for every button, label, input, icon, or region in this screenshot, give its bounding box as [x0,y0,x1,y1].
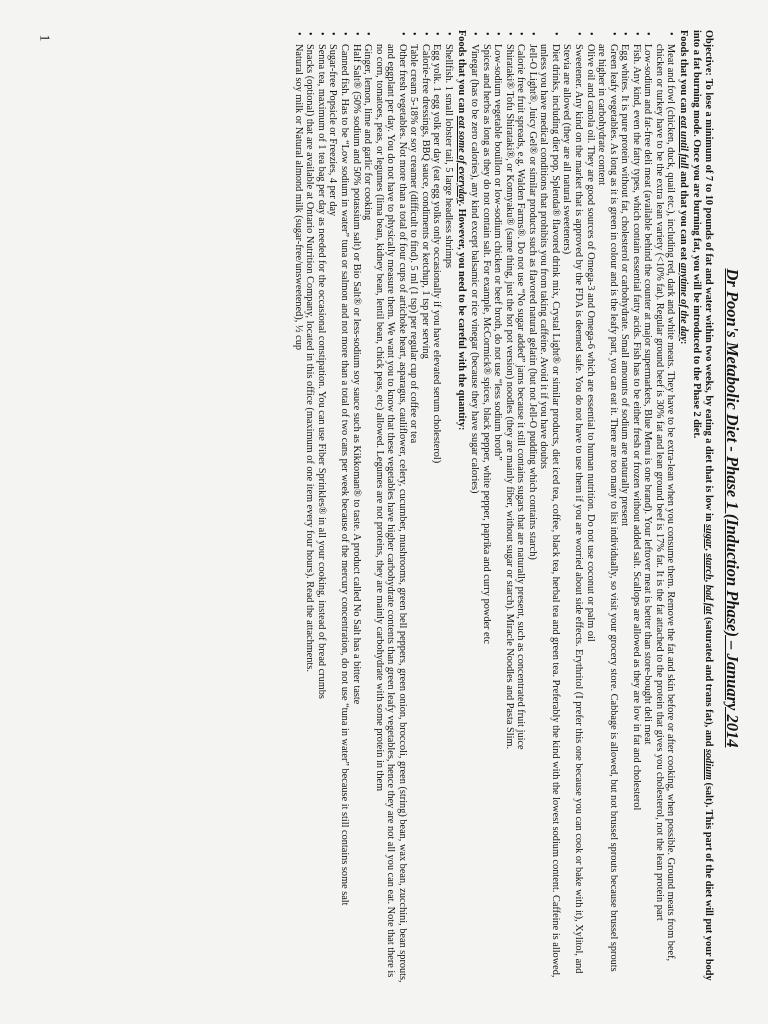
list-item: • Sweetener. Any kind on the market that is approved by the FDA is deemed safe. You do not have to use them if you are worried about side effects. Erythritol (I prefer this one because you can cook or bake with it), Xylitol, and Stevia are allowed (they are all natural sweeteners) [561,30,584,986]
list-item: • Other fresh vegetables. Not more than a total of four cups of artichoke heart, asparagus, cauliflower, celery, cucumber, mushrooms, green bell peppers, green onion, broccoli, green (string) bean, wax bean, zucchini, bean sprouts, and eggplant per day. You do not have to physically measure them. We want you to know that these vegetables have higher carbohydrate contents than green leafy vegetables, hence they are not all you can eat. Note that there is no corn, tomatoes, peas, or legumes (lima bean, kidney bean, lentil bean, chick peas, etc) allowed. Legumes are not proteins, they are mainly carbohydrate with some protein in them [373,30,408,986]
list-item: • Vinegar (has to be zero calories), any kind except balsamic or rice vinegar (because they have sugar calories) [469,30,481,986]
list-item: • Senna tea, maximum of 1 tea bag per day as needed for the occasional constipation. You can use Fiber Sprinkles® in all your cooking, instead of bread crumbs [315,30,327,986]
list-item: • Sugar-free Popsicle or Freezies, 4 per day [327,30,339,986]
list-item: • Fish. Any kind, even the fatty types, which contain essential fatty acids. Fish has to be either fresh or frozen without added salt. Scallops are allowed as they are low in fat and cholesterol [630,30,642,986]
list-item: • Canned fish. Has to be “Low sodium in water” tuna or salmon and not more than a total of two cans per week because of the mercury concentration, do not use “tuna in water” because it still contains some salt [339,30,351,986]
list-item: • Olive oil and canola oil. They are good sources of Omega-3 and Omega-6 which are essential to human nutrition. Do not use coconut or palm oil [584,30,596,986]
section1-heading [677,30,689,986]
section1-heading-c: : [677,340,689,345]
objective-text-a: To lose a minimum of 7 to 10 pounds of fat and water within two weeks, by eating a diet that is low in [703,78,714,522]
objective-sugar: sugar [703,524,714,549]
list-item: • Snacks (optional) that are available at Ontario Nutrition Company, located in this office (maximum of one item every four hours). Read the attachments. [304,30,316,986]
section2-heading [455,30,467,986]
objective-sodium: sodium [703,749,714,780]
list-item: • Calorie free fruit spreads, e.g. Walden Farms®. Do not use “No sugar added” jams because it still contains sugars that are naturally present, such as concentrated fruit juice [515,30,527,986]
list-item: • Green leafy vegetables. As long as it is green in colour and is the leafy part, you can eat it. There are too many to list individually, so visit your grocery store. Cabbage is allowed, but not brussel sprouts because brussel sprouts are higher in carbohydrate content [596,30,619,986]
list-item: • Low-sodium and fat-free deli meat (available behind the counter at major supermarkets, Blue Menu is one brand). Your leftover meat is better than store-bought deli meat [642,30,654,986]
list-item: • Ginger, lemon, lime and garlic for cooking [362,30,374,986]
objective-text-b: (saturated and trans fat), and [703,616,714,747]
list-item: • Shirataki® Tofu Shirataki®, or Konnyaku® (same thing, just the hot pot version) noodles (they are mainly fiber, without sugar or starch). Miracle Noodles and Pasta Slim. [503,30,515,986]
list-item: • Table cream 5-18% or soy creamer (difficult to find). 5 ml (1 tsp) per regular cup of coffee or tea [408,30,420,986]
section1-heading-b: and that you can eat [677,171,689,261]
objective-paragraph: Objective:To lose a minimum of 7 to 10 pounds of fat and water within two weeks, by eating a diet that is low in sugar, starch, bad fat (saturated and trans fat), and sodium (salt). This part of the diet will put your body into a fat burning mode. Once you are burning fat, you will be introduced to the Phase 2 diet. [691,30,714,981]
objective-bad-fat: bad fat [703,584,714,615]
list-item: • Spices and herbs as long as they do not contain salt. For example, McCormick® spices, black pepper, white pepper, paprika and curry powder etc [480,30,492,986]
objective-label: Objective: [703,30,714,76]
objective-text-c: (salt). This part of the diet will put your body into a fat burning mode. Once you are burning fat, you will be introduced to the Phase 2 diet. [691,30,714,981]
section1-list [469,30,677,986]
list-item: • Egg whites. It is pure protein without fat, cholesterol or carbohydrate. Small amounts of sodium are naturally present [619,30,631,986]
section2-heading-a: Foods that you can [455,30,467,114]
list-item: • Jell-O Light®, Juicy Gel® or similar products such as flavored natural gelatin (but not Jell-O pudding which contains starch) [526,30,538,986]
list-item: • Shellfish. 1 small lobster tail, 5 large headless shrimps [442,30,454,986]
list-item: • Natural soy milk or Natural almond milk (sugar-free/unsweetened), ½ cup [292,30,304,986]
section2-list [292,30,454,986]
list-item: • Egg yolk. 1 egg yolk per day (eat egg yolks only occasionally if you have elevated serum cholesterol) [431,30,443,986]
list-item: • Low-sodium vegetable bouillon or low-sodium chicken or beef broth, do not use “less sodium broth” [492,30,504,986]
list-item: • Calorie-free dressings, BBQ sauce, condiments or ketchup, 1 tsp per serving [419,30,431,986]
list-item: • Diet drinks, including diet pop, Splenda® flavored drink mix, Crystal Light® or similar products, diet iced tea, coffee, black tea, herbal tea and green tea. Preferably the kind with the lowest sodium content. Caffeine is allowed, unless you have medical conditions that prohibits you from taking caffeine. Avoid it if you have doubts [538,30,561,986]
document-title: Dr Poon's Metabolic Diet - Phase 1 (Induction Phase) – January 2014 [723,268,742,748]
section1-heading-em1: eat until full [677,115,689,169]
section1-heading-em2: anytime of the day [677,262,689,341]
section2-heading-b: . However, you need to be careful with the quantity: [455,203,467,431]
list-item: • Half Salt® (50% sodium and 50% potassium salt) or Bio Salt® or less-sodium soy sauce such as Kikkoman® to taste. A product called No Salt has a bitter taste [350,30,362,986]
list-item: • Meat and fowl (chicken, duck, quail etc.), including red, dark and white meats. They have to be extra-lean when you consume them. Remove the fat and skin before or after cooking, when possible. Ground meats from beef, chicken or turkey have to be the extra lean variety (<10% fat). Regular ground beef is 30% fat and lean ground beef is 17% fat. It is the fat attached to the protein that gives you cholesterol, not the lean protein part [653,30,676,986]
section2-heading-em: eat some of everyday [455,115,467,204]
objective-starch: starch [703,553,714,580]
page-number: 1 [36,34,52,42]
section1-heading-a: Foods that you can [677,30,689,114]
